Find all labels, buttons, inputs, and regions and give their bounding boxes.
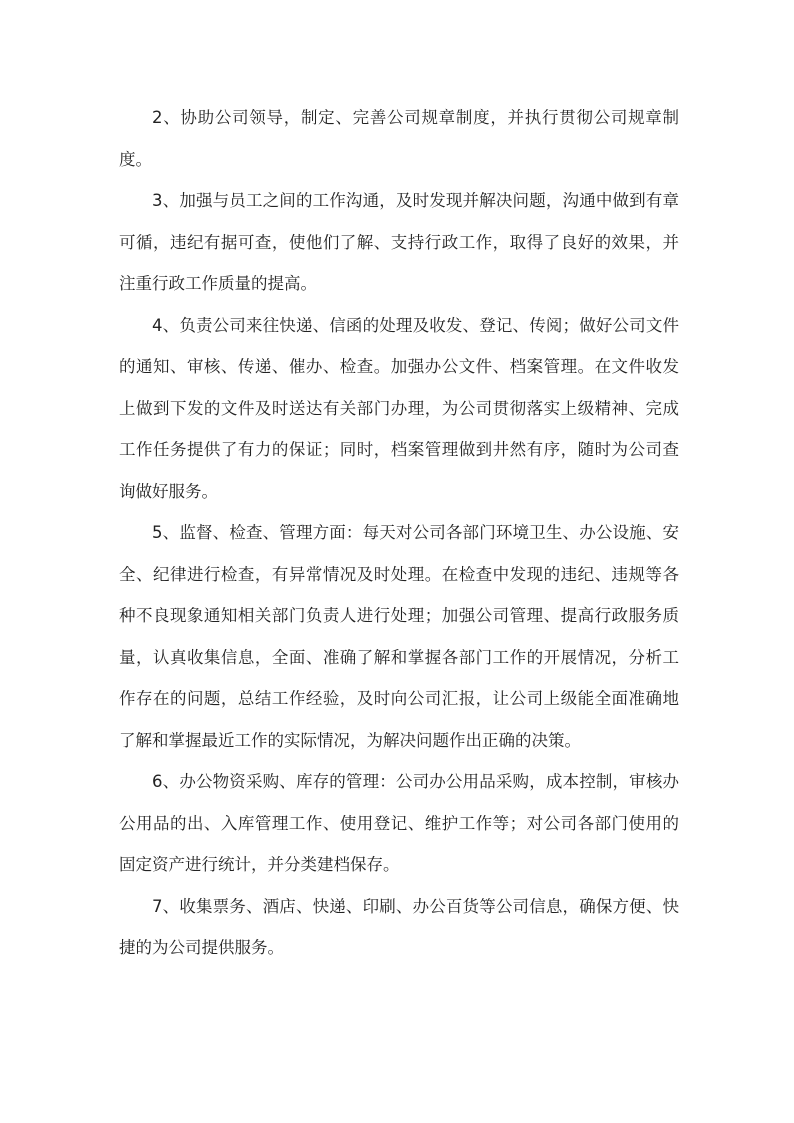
- paragraph-item-2: 2、协助公司领导，制定、完善公司规章制度，并执行贯彻公司规章制度。: [119, 108, 679, 169]
- document-page: [119, 97, 679, 969]
- paragraph-item-3: 3、加强与员工之间的工作沟通，及时发现并解决问题，沟通中做到有章可循，违纪有据可查，使他们了解、支持行政工作，取得了良好的效果，并注重行政工作质量的提高。: [119, 191, 679, 293]
- paragraph-item-5: 5、监督、检查、管理方面：每天对公司各部门环境卫生、办公设施、安全、纪律进行检查，有异常情况及时处理。在检查中发现的违纪、违规等各种不良现象通知相关部门负责人进行处理；加强公司管理、提高行政服务质量，认真收集信息，全面、准确了解和掌握各部门工作的开展情况，分析工作存在的问题，总结工作经验，及时向公司汇报，让公司上级能全面准确地了解和掌握最近工作的实际情况，为解决问题作出正确的决策。: [119, 523, 679, 750]
- paragraph-item-4: 4、负责公司来往快递、信函的处理及收发、登记、传阅；做好公司文件的通知、审核、传递、催办、检查。加强办公文件、档案管理。在文件收发上做到下发的文件及时送达有关部门办理，为公司贯彻落实上级精神、完成工作任务提供了有力的保证；同时，档案管理做到井然有序，随时为公司查询做好服务。: [119, 315, 679, 501]
- paragraph-item-6: 6、办公物资采购、库存的管理：公司办公用品采购，成本控制，审核办公用品的出、入库管理工作、使用登记、维护工作等；对公司各部门使用的固定资产进行统计，并分类建档保存。: [119, 772, 679, 874]
- paragraph-item-7: 7、收集票务、酒店、快递、印刷、办公百货等公司信息，确保方便、快捷的为公司提供服务。: [119, 896, 679, 957]
